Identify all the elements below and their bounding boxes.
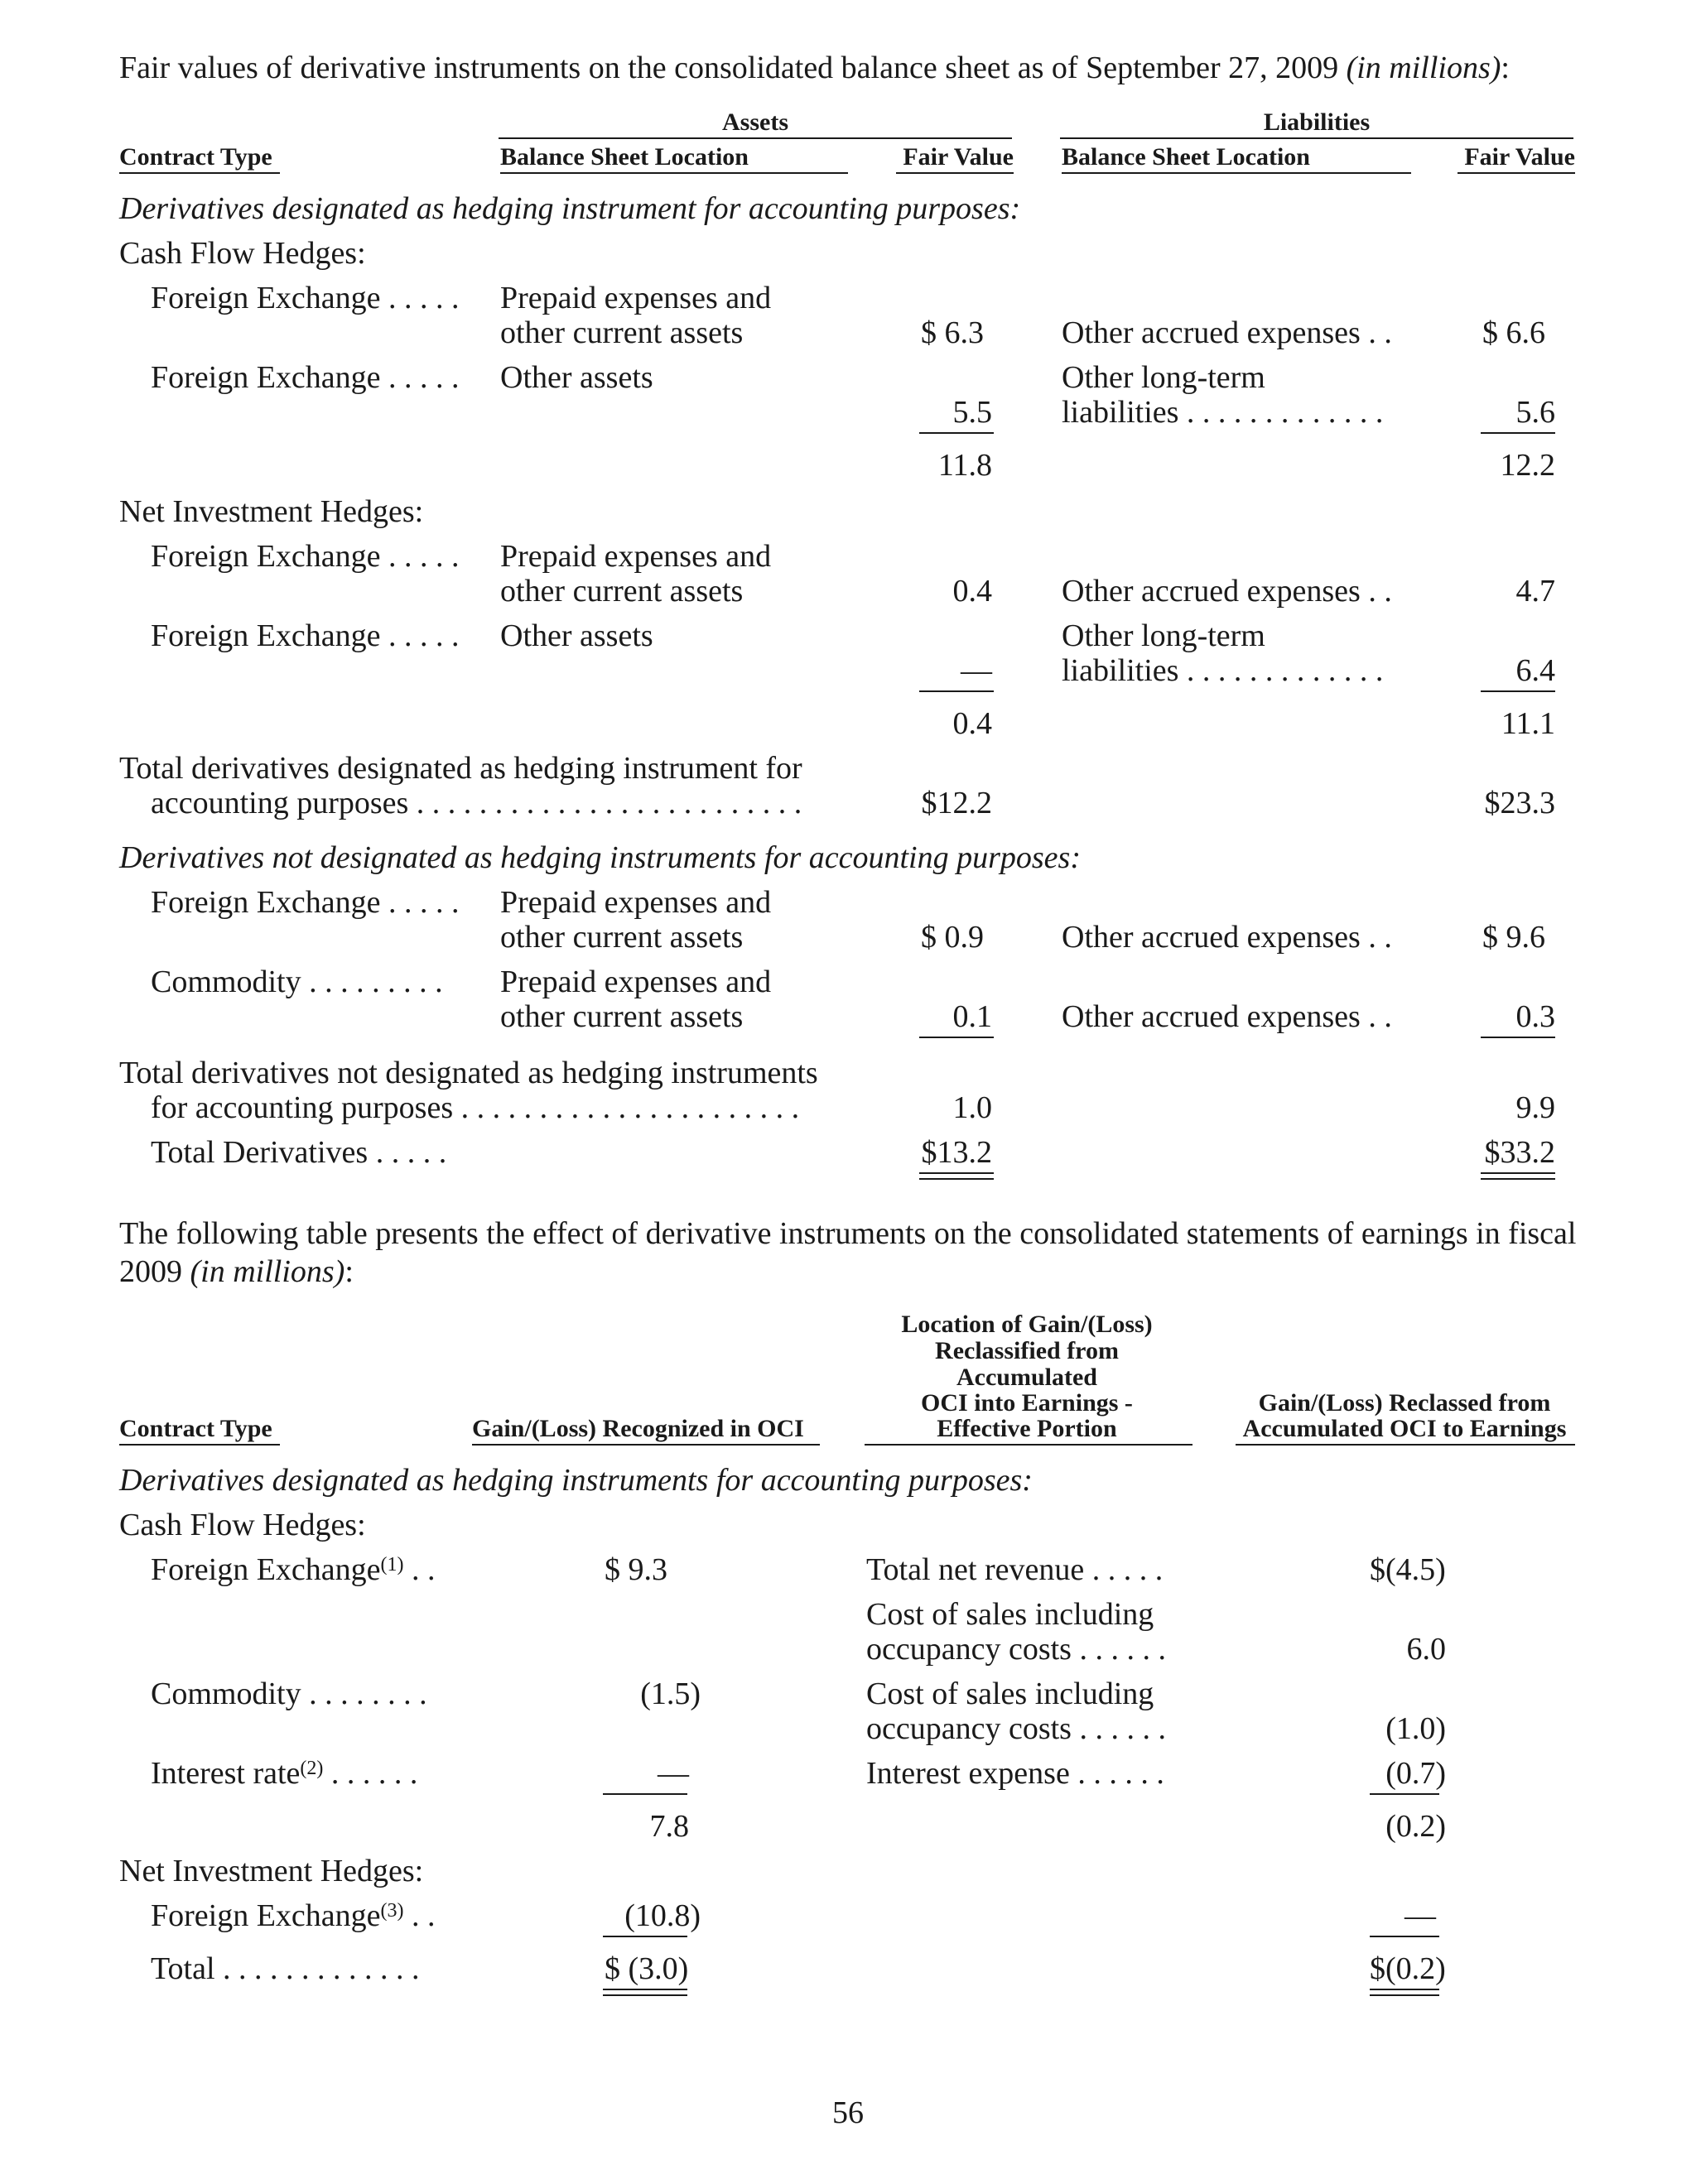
grand-total-rule	[919, 1172, 994, 1180]
contract-type: Foreign Exchange . . . . .	[151, 539, 460, 574]
total-recognized: $ (3.0)	[605, 1951, 689, 1986]
total-not-designated-assets: 1.0	[952, 1090, 992, 1125]
asset-location: Prepaid expenses and	[500, 885, 772, 920]
asset-subtotal: 11.8	[937, 448, 992, 483]
contract-type-text: Foreign Exchange	[151, 1552, 381, 1587]
leader-dots: . .	[403, 1552, 436, 1587]
grand-total-rule	[1481, 1172, 1555, 1180]
liability-location: Other accrued expenses . .	[1062, 920, 1392, 955]
liabilities-header-rule	[1060, 137, 1573, 139]
col-header-recognized-oci: Gain/(Loss) Recognized in OCI	[472, 1415, 804, 1442]
liability-fair-value: 4.7	[1515, 574, 1555, 609]
footnote-marker: (3)	[380, 1900, 404, 1922]
asset-location: other current assets	[500, 920, 744, 955]
subtotal-rule	[1370, 1793, 1439, 1795]
col-header-location: Accumulated	[956, 1364, 1097, 1391]
section-designated: Derivatives designated as hedging instrument for accounting purposes:	[119, 191, 1021, 226]
subtotal-rule	[1481, 1037, 1555, 1038]
leader-dots: . . . . . .	[323, 1756, 418, 1791]
col-header-asset-location: Balance Sheet Location	[500, 143, 749, 171]
asset-location: Other assets	[500, 360, 653, 395]
col-header-liability-fair-value: Fair Value	[1464, 143, 1575, 171]
col-header-location: Reclassified from	[935, 1337, 1119, 1364]
total-designated-liabilities: $23.3	[1484, 786, 1555, 820]
liabilities-group-header: Liabilities	[1263, 108, 1371, 136]
col-header-rule	[1062, 172, 1411, 174]
recognized-oci: (1.5)	[640, 1676, 701, 1711]
liability-fair-value: 5.6	[1515, 395, 1555, 430]
intro-paragraph-1	[119, 50, 1510, 86]
reclass-location: occupancy costs . . . . . .	[866, 1632, 1166, 1667]
liability-fair-value: 0.3	[1515, 999, 1555, 1034]
footnote-marker: (1)	[380, 1554, 404, 1575]
total-not-designated-label: for accounting purposes . . . . . . . . . . . . . . . . . . . . . .	[151, 1090, 800, 1125]
intro-units: (in millions)	[190, 1254, 345, 1289]
recognized-oci: $ 9.3	[605, 1552, 667, 1587]
reclass-location: Total net revenue . . . . .	[866, 1552, 1164, 1587]
reclass-location: occupancy costs . . . . . .	[866, 1711, 1166, 1746]
liability-location: Other accrued expenses . .	[1062, 315, 1392, 350]
section-designated: Derivatives designated as hedging instruments for accounting purposes:	[119, 1463, 1033, 1498]
col-header-rule	[865, 1444, 1192, 1446]
asset-fair-value: 5.5	[952, 395, 992, 430]
liability-location: Other long-term	[1062, 360, 1265, 395]
intro-text: Fair values of derivative instruments on the consolidated balance sheet as of September 27, 2009	[119, 51, 1339, 85]
intro-paragraph-2: The following table presents the effect of derivative instruments on the consolidated statements of earnings in fiscal	[119, 1216, 1577, 1251]
reclass-location: Interest expense . . . . . .	[866, 1756, 1164, 1791]
total-designated-label: accounting purposes . . . . . . . . . . . . . . . . . . . . . . . . .	[151, 786, 802, 820]
col-header-rule	[1236, 1444, 1575, 1446]
col-header-rule	[500, 172, 848, 174]
reclassed-amount: (1.0)	[1385, 1711, 1446, 1746]
section-not-designated: Derivatives not designated as hedging instruments for accounting purposes:	[119, 840, 1081, 875]
asset-location: Other assets	[500, 618, 653, 653]
col-header-contract-type: Contract Type	[119, 1415, 272, 1442]
asset-location: Prepaid expenses and	[500, 281, 772, 315]
liability-location: liabilities . . . . . . . . . . . . .	[1062, 653, 1384, 688]
assets-group-header: Assets	[722, 108, 788, 136]
asset-subtotal: 0.4	[952, 706, 992, 741]
asset-fair-value: 0.4	[952, 574, 992, 609]
cash-flow-hedges-label: Cash Flow Hedges:	[119, 236, 366, 271]
recognized-oci: —	[658, 1756, 689, 1791]
subtotal-rule	[603, 1936, 687, 1937]
reclassed-amount: $(4.5)	[1370, 1552, 1446, 1587]
liability-fair-value: $ 9.6	[1482, 920, 1545, 955]
liability-fair-value: 6.4	[1515, 653, 1555, 688]
net-investment-hedges-label: Net Investment Hedges:	[119, 494, 424, 529]
contract-type: Foreign Exchange . . . . .	[151, 885, 460, 920]
contract-type	[151, 1755, 417, 1792]
col-header-rule	[896, 172, 1014, 174]
col-header-location: Effective Portion	[937, 1415, 1117, 1442]
grand-total-rule	[1370, 1989, 1439, 1996]
assets-header-rule	[499, 137, 1012, 139]
intro-suffix: :	[1501, 51, 1510, 85]
subtotal-rule	[1370, 1936, 1439, 1937]
asset-location: other current assets	[500, 574, 744, 609]
asset-fair-value: —	[961, 653, 992, 688]
contract-type: Commodity . . . . . . . . .	[151, 965, 443, 999]
contract-type: Foreign Exchange . . . . .	[151, 281, 460, 315]
subtotal-rule	[919, 1037, 994, 1038]
contract-type	[151, 1898, 436, 1934]
asset-fair-value: $ 0.9	[921, 920, 984, 955]
contract-type: Commodity . . . . . . . .	[151, 1676, 427, 1711]
intro-suffix: :	[344, 1254, 354, 1289]
leader-dots: . .	[403, 1898, 436, 1933]
col-header-liability-location: Balance Sheet Location	[1062, 143, 1310, 171]
contract-type-text: Interest rate	[151, 1756, 301, 1791]
liability-subtotal: 11.1	[1501, 706, 1555, 741]
total-designated-label: Total derivatives designated as hedging instrument for	[119, 751, 802, 786]
col-header-rule	[119, 1444, 280, 1446]
col-header-rule	[472, 1444, 820, 1446]
subtotal-rule	[603, 1793, 687, 1795]
subtotal-rule	[919, 690, 994, 692]
footnote-marker: (2)	[300, 1758, 324, 1779]
recognized-subtotal: 7.8	[649, 1809, 689, 1844]
intro-year: 2009	[119, 1254, 182, 1289]
asset-location: other current assets	[500, 999, 744, 1034]
total-label: Total . . . . . . . . . . . . .	[151, 1951, 420, 1986]
col-header-asset-fair-value: Fair Value	[903, 143, 1014, 171]
liability-location: Other long-term	[1062, 618, 1265, 653]
net-investment-hedges-label: Net Investment Hedges:	[119, 1854, 424, 1888]
total-not-designated-label: Total derivatives not designated as hedging instruments	[119, 1056, 818, 1090]
reclassed-subtotal: (0.2)	[1385, 1809, 1446, 1844]
reclass-location: Cost of sales including	[866, 1676, 1154, 1711]
liability-location: Other accrued expenses . .	[1062, 574, 1392, 609]
intro-paragraph-2-line-2	[119, 1253, 354, 1290]
asset-location: Prepaid expenses and	[500, 965, 772, 999]
cash-flow-hedges-label: Cash Flow Hedges:	[119, 1508, 366, 1542]
liability-location: liabilities . . . . . . . . . . . . .	[1062, 395, 1384, 430]
total-derivatives-assets: $13.2	[921, 1135, 992, 1170]
asset-location: Prepaid expenses and	[500, 539, 772, 574]
liability-location: Other accrued expenses . .	[1062, 999, 1392, 1034]
subtotal-rule	[1481, 432, 1555, 434]
total-reclassed: $(0.2)	[1370, 1951, 1446, 1986]
reclassed-amount: —	[1404, 1898, 1436, 1933]
contract-type	[151, 1551, 436, 1588]
liability-subtotal: 12.2	[1500, 448, 1555, 483]
grand-total-rule	[603, 1989, 687, 1996]
subtotal-rule	[919, 432, 994, 434]
total-derivatives-liabilities: $33.2	[1484, 1135, 1555, 1170]
col-header-reclassed: Accumulated OCI to Earnings	[1242, 1415, 1567, 1442]
col-header-reclassed: Gain/(Loss) Reclassed from	[1258, 1389, 1551, 1417]
reclassed-amount: (0.7)	[1385, 1756, 1446, 1791]
liability-fair-value: $ 6.6	[1482, 315, 1545, 350]
reclass-location: Cost of sales including	[866, 1597, 1154, 1632]
contract-type: Foreign Exchange . . . . .	[151, 618, 460, 653]
page-number: 56	[832, 2095, 864, 2130]
total-designated-assets: $12.2	[921, 786, 992, 820]
col-header-rule	[1458, 172, 1575, 174]
col-header-location: OCI into Earnings -	[921, 1389, 1133, 1417]
asset-fair-value: $ 6.3	[921, 315, 984, 350]
col-header-rule	[119, 172, 280, 174]
total-derivatives-label: Total Derivatives . . . . .	[151, 1135, 447, 1170]
contract-type-text: Foreign Exchange	[151, 1898, 381, 1933]
subtotal-rule	[1481, 690, 1555, 692]
total-not-designated-liabilities: 9.9	[1515, 1090, 1555, 1125]
asset-location: other current assets	[500, 315, 744, 350]
intro-units: (in millions)	[1346, 51, 1501, 85]
recognized-oci: (10.8)	[624, 1898, 701, 1933]
reclassed-amount: 6.0	[1406, 1632, 1446, 1667]
col-header-location: Location of Gain/(Loss)	[901, 1311, 1153, 1338]
asset-fair-value: 0.1	[952, 999, 992, 1034]
col-header-contract-type: Contract Type	[119, 143, 272, 171]
contract-type: Foreign Exchange . . . . .	[151, 360, 460, 395]
